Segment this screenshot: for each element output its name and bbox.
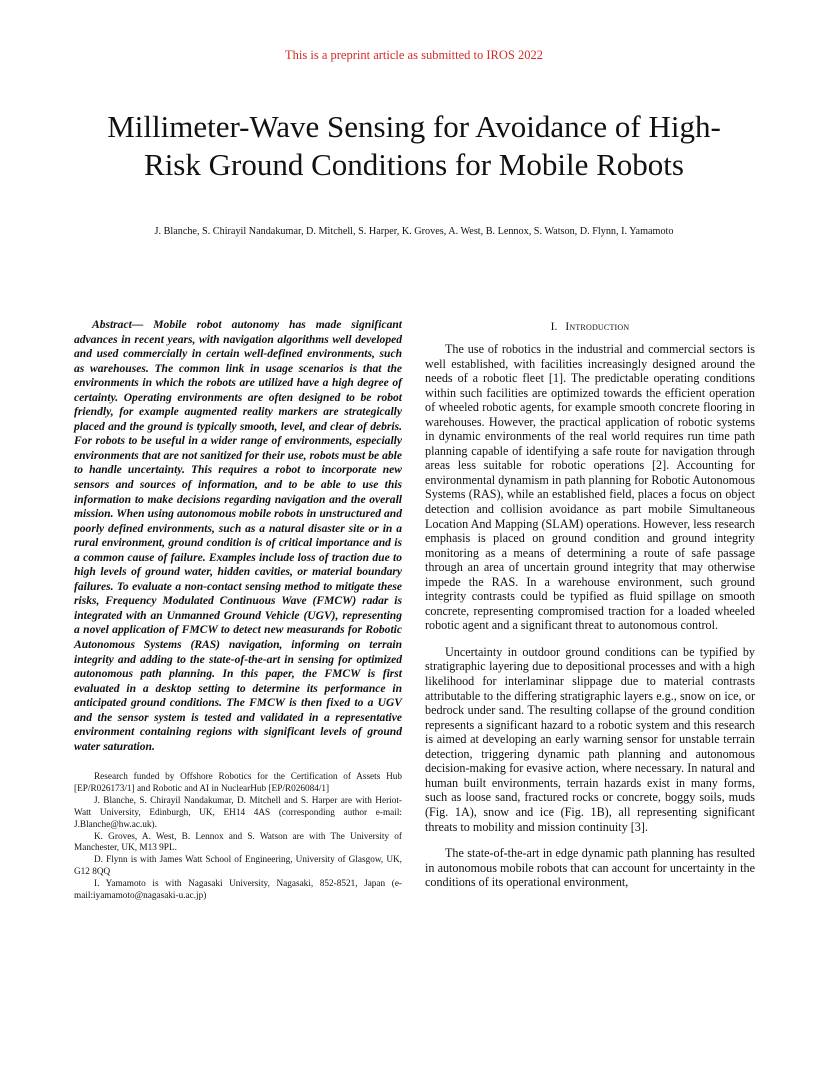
footnotes: [74, 772, 402, 902]
preprint-notice: This is a preprint article as submitted to IROS 2022: [285, 48, 543, 62]
intro-paragraph-2: Uncertainty in outdoor ground conditions can be typified by stratigraphic layering due to depositional processes and with a high likelihood for interlaminar slippage due to material contrasts attributable to the differing stratigraphic layers e.g., snow on ice, or bedrock under sand. The resulting collapse of the ground condition represents a significant hazard to a robotic system and this research is aimed at developing an early warning sensor for unstable terrain detection, triggering dynamic path planning and autonomous decision-making for evasive action, where necessary. In natural and human built environments, terrain hazards exist in many forms, such as loose sand, fractured rocks or concrete, boggy soils, muds (Fig. 1A), snow and ice (Fig. 1B), all representing significant threats to mobility and mission continuity [3].: [425, 644, 755, 834]
footnote-affiliation-heriot-watt: J. Blanche, S. Chirayil Nandakumar, D. Mitchell and S. Harper are with Heriot-Watt University, Edinburgh, UK, EH14 4AS (corresponding author e-mail: J.Blanche@hw.ac.uk).: [74, 796, 402, 830]
footnote-affiliation-nagasaki: I. Yamamoto is with Nagasaki University, Nagasaki, 852-8521, Japan (e-mail:iyamamoto@nagasaki-u.ac.jp): [74, 879, 402, 901]
left-column: [74, 318, 402, 903]
author-list: J. Blanche, S. Chirayil Nandakumar, D. Mitchell, S. Harper, K. Groves, A. West, B. Lennox, S. Watson, D. Flynn, I. Yamamoto: [154, 226, 674, 237]
right-column: [425, 318, 755, 902]
footnote-affiliation-glasgow: D. Flynn is with James Watt School of Engineering, University of Glasgow, UK, G12 8QQ: [74, 855, 402, 878]
abstract: Abstract— Mobile robot autonomy has made significant advances in recent years, with navigation algorithms well developed and used commercially in certain well-defined environments, such as warehouses. The common link in usage scenarios is that the environments in which the robots are utilized have a high degree of certainty. Operating environments are often designed to be robot friendly, for example augmented reality markers are strategically placed and the ground is typically smooth, level, and clear of debris. For robots to be useful in a wider range of environments, especially environments that are not sanitized for their use, robots must be able to handle uncertainty. This requires a robot to incorporate new sensors and sources of information, and to be able to use this information to make decisions regarding navigation and the overall mission. When using autonomous mobile robots in unstructured and poorly defined environments, such as a natural disaster site or in a rural environment, ground condition is of critical importance and is a common cause of failure. Examples include loss of traction due to high levels of ground water, hidden cavities, or material boundary failures. To evaluate a non-contact sensing method to mitigate these risks, Frequency Modulated Continuous Wave (FMCW) radar is integrated with an Unmanned Ground Vehicle (UGV), representing a novel application of FMCW to detect new measurands for Robotic Autonomous Systems (RAS) navigation, informing on terrain integrity and adding to the state-of-the-art in sensing for optimized autonomous path planning. In this paper, the FMCW is first evaluated in a desktop setting to determine its performance in anticipated ground conditions. The FMCW is then fixed to a UGV and the sensor system is tested and validated in a representative environment containing regions with significant levels of ground water saturation.: [74, 319, 402, 753]
intro-paragraph-1: The use of robotics in the industrial and commercial sectors is well established, with facilities increasingly designed around the needs of a robotic fleet [1]. The predictable operating conditions within such facilities are optimized towards the efficient operation of wheeled robotic agents, for example smooth concrete flooring in warehouses. However, the practical application of robotic systems in dynamic environments of the real world requires run time path planning capable of identifying a safe route for navigation through areas less suitable for robotic operations [2]. Accounting for environmental dynamism in path planning for Robotic Autonomous Systems (RAS), while an established field, places a focus on object detection and collision avoidance as part mobile Simultaneous Location And Mapping (SLAM) operations. However, less research emphasis is placed on ground condition and ground integrity monitoring as a means of determining a route of safe passage through an area of uncertain ground integrity that may otherwise impede the RAS. In a warehouse environment, such ground integrity contrasts could be typified as fluid spillage on smooth concrete, representing compromised traction for a loaded wheeled robotic agent and a significant threat to autonomous control.: [425, 342, 755, 633]
paper-title-line-2: Risk Ground Conditions for Mobile Robots: [144, 147, 684, 182]
section-title: Introduction: [565, 321, 630, 333]
intro-paragraph-3: The state-of-the-art in edge dynamic path planning has resulted in autonomous mobile robots that can account for uncertainty in the conditions of its operational environment,: [425, 846, 755, 890]
paper-title: [60, 108, 768, 184]
footnote-affiliation-manchester: K. Groves, A. West, B. Lennox and S. Watson are with The University of Manchester, UK, M13 9PL.: [74, 831, 402, 854]
section-heading-introduction: [425, 320, 755, 334]
section-number: I.: [550, 321, 558, 333]
footnote-funding: Research funded by Offshore Robotics for the Certification of Assets Hub [EP/R026173/1] and Robotic and AI in NuclearHub [EP/R026084/1]: [74, 772, 402, 795]
paper-title-line-1: Millimeter-Wave Sensing for Avoidance of High-: [107, 109, 721, 144]
